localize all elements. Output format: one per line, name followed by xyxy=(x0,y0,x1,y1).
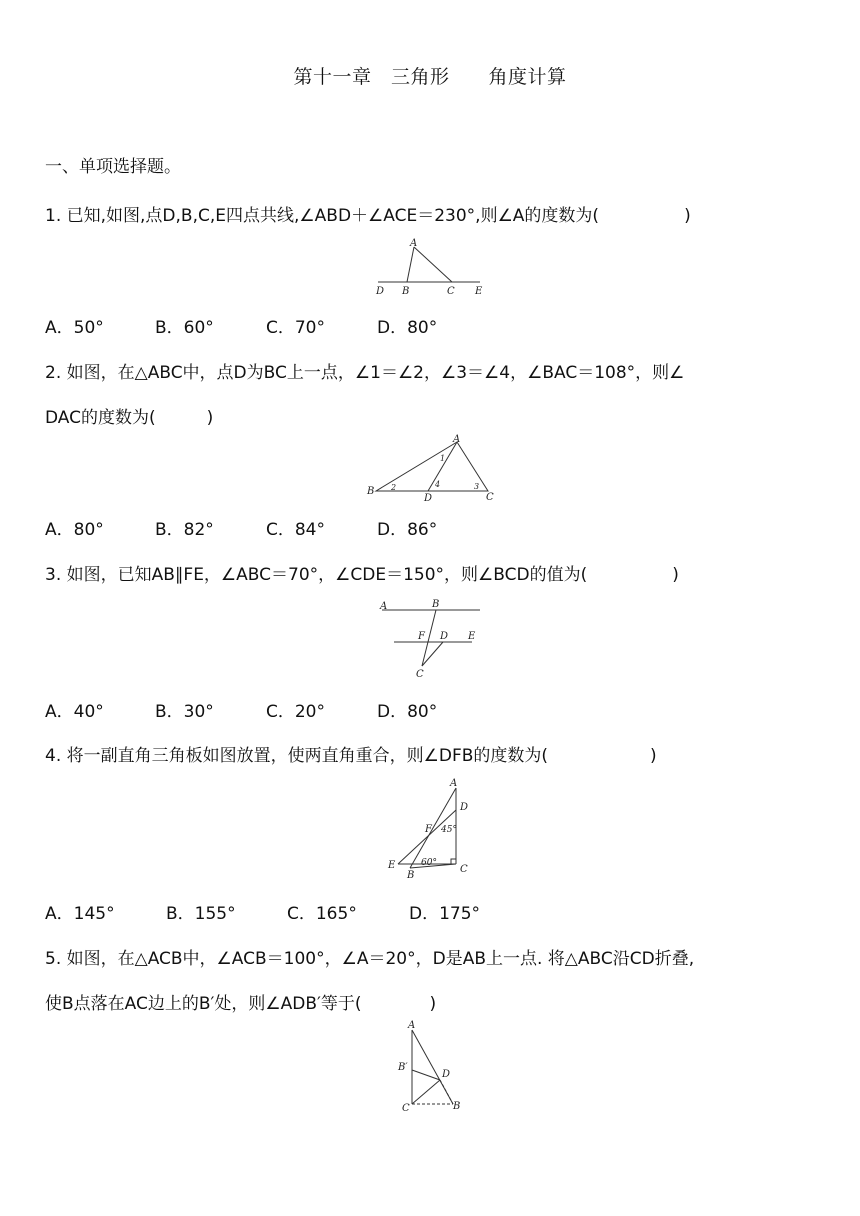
question-2-options xyxy=(45,515,437,540)
angle-1: 1 xyxy=(440,454,446,463)
option-a[interactable]: A．145° xyxy=(45,904,115,924)
question-4-figure xyxy=(386,776,482,880)
label-c: C xyxy=(416,669,424,680)
label-a: A xyxy=(450,778,458,789)
label-b-prime: B′ xyxy=(398,1062,408,1073)
question-4-stem: 4. 将一副直角三角板如图放置，使两直角重合，则∠DFB的度数为( ) xyxy=(45,746,657,766)
label-a: A xyxy=(410,238,418,249)
label-a: A xyxy=(408,1020,416,1031)
question-5-stem-line-1: 5. 如图，在△ACB中，∠ACB＝100°，∠A＝20°，D是AB上一点. 将△ABC沿CD折叠, xyxy=(45,949,695,969)
page-title: 第十一章 三角形 角度计算 xyxy=(293,66,567,88)
angle-45: 45° xyxy=(441,825,457,835)
section-heading: 一、单项选择题。 xyxy=(45,157,181,177)
right-angle-mark xyxy=(451,859,456,864)
segment-bpd xyxy=(412,1070,440,1080)
option-c[interactable]: C．84° xyxy=(266,520,326,540)
label-b: B xyxy=(407,870,415,880)
label-e: E xyxy=(475,286,483,297)
option-b[interactable]: B．155° xyxy=(166,904,236,924)
segment-ad xyxy=(428,442,457,491)
option-d[interactable]: D．175° xyxy=(409,904,481,924)
segment-cd xyxy=(412,1080,440,1104)
label-a: A xyxy=(380,601,388,612)
label-b: B xyxy=(402,286,410,297)
label-e: E xyxy=(388,860,396,871)
option-b[interactable]: B．60° xyxy=(155,318,214,338)
segment-ac xyxy=(414,247,452,282)
question-3-figure xyxy=(376,594,488,682)
label-c: C xyxy=(447,286,455,297)
question-1-figure xyxy=(370,236,490,298)
question-5-stem-line-2: 使B点落在AC边上的B′处，则∠ADB′等于( ) xyxy=(45,994,437,1014)
label-b: B xyxy=(453,1101,461,1112)
label-d: D xyxy=(424,493,433,504)
label-b: B xyxy=(367,486,375,497)
label-d: D xyxy=(440,631,449,642)
option-c[interactable]: C．20° xyxy=(266,702,326,722)
option-d[interactable]: D．80° xyxy=(377,702,438,722)
option-c[interactable]: C．165° xyxy=(287,904,357,924)
question-5-figure xyxy=(396,1018,470,1116)
label-c: C xyxy=(402,1103,410,1114)
question-2-stem-line-1: 2. 如图，在△ABC中，点D为BC上一点，∠1＝∠2，∠3＝∠4，∠BAC＝108°，则∠ xyxy=(45,363,685,383)
label-d: D xyxy=(460,802,469,813)
option-a[interactable]: A．50° xyxy=(45,318,104,338)
option-b[interactable]: B．82° xyxy=(155,520,214,540)
question-2-stem-line-2: DAC的度数为( ) xyxy=(45,408,214,428)
question-3-stem: 3. 如图，已知AB∥FE，∠ABC＝70°，∠CDE＝150°，则∠BCD的值为( ) xyxy=(45,565,679,585)
option-a[interactable]: A．80° xyxy=(45,520,104,540)
question-4-options xyxy=(45,899,480,924)
option-d[interactable]: D．80° xyxy=(377,318,438,338)
label-d: D xyxy=(376,286,385,297)
label-f: F xyxy=(425,824,432,835)
option-b[interactable]: B．30° xyxy=(155,702,214,722)
label-a: A xyxy=(453,434,461,445)
label-c: C xyxy=(486,492,494,503)
question-2-figure xyxy=(362,434,502,504)
option-c[interactable]: C．70° xyxy=(266,318,326,338)
question-3-options xyxy=(45,697,437,722)
option-d[interactable]: D．86° xyxy=(377,520,438,540)
question-1-stem: 1. 已知,如图,点D,B,C,E四点共线,∠ABD＋∠ACE＝230°,则∠A的度数为( ) xyxy=(45,206,691,226)
label-f: F xyxy=(418,631,425,642)
label-c: C xyxy=(460,864,468,875)
angle-60: 60° xyxy=(421,858,437,868)
angle-2: 2 xyxy=(391,483,397,492)
segment-ed xyxy=(398,810,456,864)
label-e: E xyxy=(468,631,476,642)
angle-3: 3 xyxy=(474,482,480,491)
segment-ab xyxy=(412,1030,453,1104)
label-b: B xyxy=(432,599,440,610)
question-1-options xyxy=(45,313,437,338)
label-d: D xyxy=(442,1069,451,1080)
angle-4: 4 xyxy=(435,480,441,489)
option-a[interactable]: A．40° xyxy=(45,702,104,722)
segment-ba xyxy=(407,247,414,282)
